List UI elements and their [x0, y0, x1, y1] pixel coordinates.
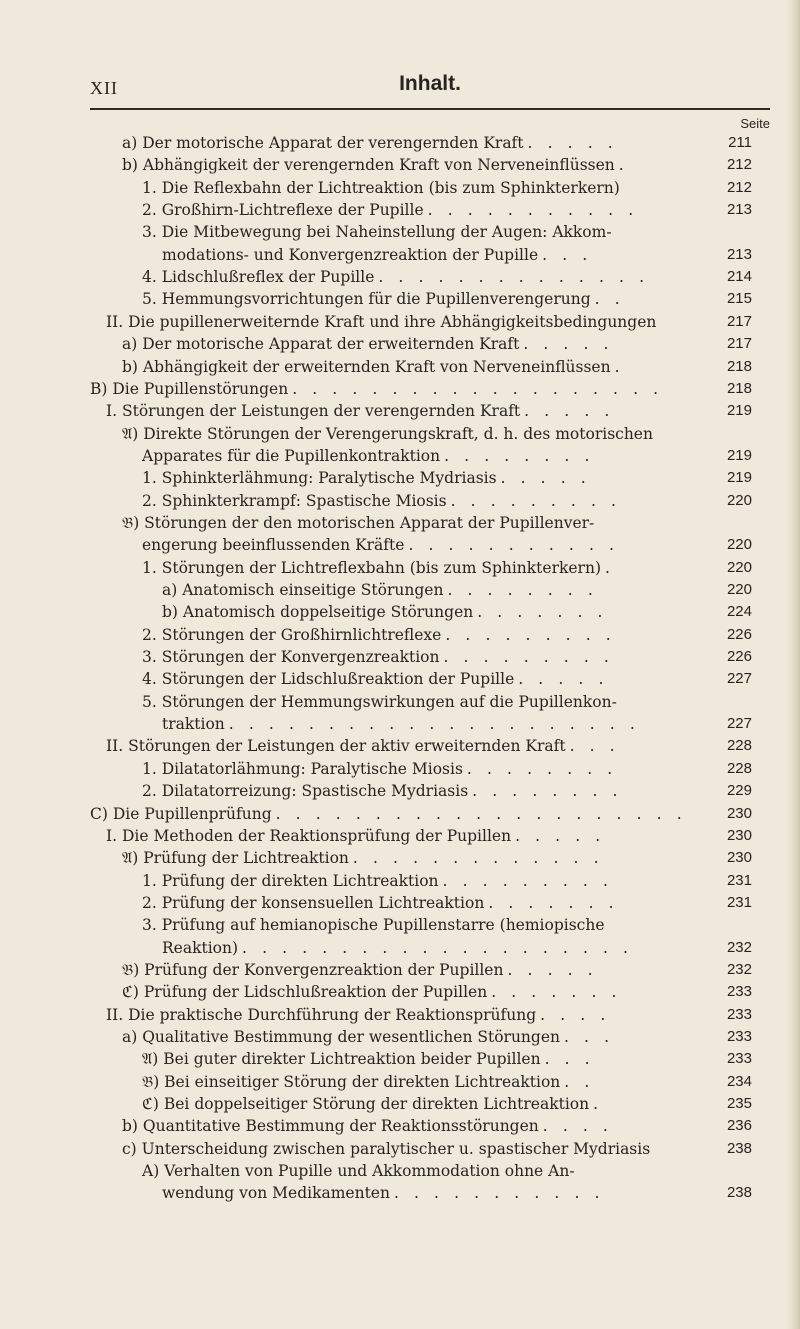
- toc-entry-text: [142, 467, 591, 489]
- toc-entry-text: [142, 691, 621, 713]
- toc-entry-text: [142, 668, 609, 690]
- toc-entry-label: II. Die praktische Durchführung der Reaktionsprüfung: [106, 1005, 537, 1024]
- toc-page-number: 234: [726, 1072, 752, 1090]
- toc-entry-label: c) Unterscheidung zwischen paralytischer u. spastischer Mydriasis: [122, 1139, 651, 1158]
- toc-leader-dots: . . . .: [540, 1005, 611, 1024]
- toc-page-number: 211: [728, 134, 752, 151]
- toc-leader-dots: . . . . . . . . .: [445, 625, 616, 644]
- toc-page-number: 219: [726, 446, 752, 464]
- toc-entry-label: ℭ) Prüfung der Lidschlußreaktion der Pupillen: [122, 983, 488, 1002]
- toc-page-number: 220: [726, 491, 752, 509]
- toc-entry-text: [142, 1071, 594, 1093]
- toc-entry-label: 1. Dilatatorlähmung: Paralytische Miosis: [142, 759, 463, 778]
- toc-entry: [0, 266, 800, 288]
- toc-entry: [0, 557, 800, 579]
- toc-entry-text: [142, 758, 617, 780]
- toc-entry-label: 2. Großhirn-Lichtreflexe der Pupille: [142, 201, 424, 220]
- toc-entry: [0, 1004, 800, 1026]
- toc-entry-text: [142, 780, 623, 802]
- toc-entry: [0, 356, 800, 378]
- toc-entry-label: a) Der motorische Apparat der erweiternden Kraft: [122, 335, 520, 354]
- toc-entry-text: [122, 512, 598, 534]
- toc-page-number: 232: [726, 938, 752, 956]
- toc-entry-text: [142, 557, 615, 579]
- toc-leader-dots: . . . . . . . . . . . . . . . . . . . . .: [228, 715, 640, 734]
- page-column-label: Seite: [740, 116, 770, 131]
- toc-entry: [0, 1048, 800, 1070]
- toc-entry-label: 𝔅) Bei einseitiger Störung der direkten Lichtreaktion: [142, 1072, 561, 1091]
- toc-leader-dots: . . . . . . . . .: [450, 491, 622, 510]
- toc-entry-label: b) Anatomisch doppelseitige Störungen: [162, 603, 474, 622]
- toc-leader-dots: . . . . .: [518, 670, 609, 689]
- toc-entry: [0, 1182, 800, 1204]
- toc-entry: [0, 1071, 800, 1093]
- toc-page-number: 220: [726, 536, 752, 554]
- toc-entry: [0, 825, 800, 847]
- toc-entry-text: [142, 1160, 579, 1182]
- toc-entry: [0, 1026, 800, 1048]
- toc-entry: [0, 244, 800, 266]
- toc-entry-text: [142, 199, 638, 221]
- toc-entry-text: [142, 624, 616, 646]
- toc-page-number: 226: [726, 648, 752, 666]
- toc-entry-text: [142, 534, 619, 556]
- toc-entry-text: [162, 937, 633, 959]
- toc-leader-dots: . . . . . . . . . . . . . . . . . . .: [292, 379, 664, 398]
- toc-entry: [0, 780, 800, 802]
- toc-entry: [0, 423, 800, 445]
- toc-entry-text: [122, 847, 604, 869]
- toc-entry-text: [122, 1026, 614, 1048]
- toc-entry-text: [142, 490, 621, 512]
- toc-leader-dots: . . . . . . . . . . . . . . . . . . . .: [242, 938, 634, 957]
- toc-entry-label: 5. Störungen der Hemmungswirkungen auf die Pupillenkon-: [142, 692, 617, 711]
- toc-entry-label: a) Anatomisch einseitige Störungen: [162, 581, 444, 599]
- toc-entry: [0, 132, 800, 154]
- toc-entry-label: II. Störungen der Leistungen der aktiv erweiternden Kraft: [106, 737, 566, 756]
- toc-leader-dots: . . . . .: [527, 134, 618, 152]
- toc-entry-label: 𝔅) Störungen der den motorischen Apparat der Pupillenver-: [122, 513, 595, 532]
- toc-entry-label: 3. Prüfung auf hemianopische Pupillenstarre (hemiopische: [142, 916, 605, 935]
- toc-leader-dots: . . . . .: [500, 469, 591, 488]
- toc-entry-label: 4. Lidschlußreflex der Pupille: [142, 268, 375, 287]
- toc-entry: [0, 199, 800, 221]
- toc-entry-text: [90, 803, 687, 825]
- page-number: XII: [90, 78, 118, 98]
- toc-leader-dots: . . . . . . . . . . . . . .: [378, 268, 650, 287]
- toc-entry: [0, 1160, 800, 1182]
- toc-entry-label: 1. Störungen der Lichtreflexbahn (bis zum Sphinkterkern): [142, 558, 601, 577]
- toc-entry-label: A) Verhalten von Pupille und Akkommodation ohne An-: [142, 1162, 575, 1181]
- toc-entry-label: a) Qualitative Bestimmung der wesentlichen Störungen: [122, 1028, 560, 1046]
- toc-entry-label: 𝔄) Direkte Störungen der Verengerungskraft, d. h. des motorischen: [122, 424, 653, 443]
- toc-entry-label: II. Die pupillenerweiternde Kraft und ihre Abhängigkeitsbedingungen: [106, 312, 657, 331]
- toc-leader-dots: . . . . .: [515, 826, 606, 845]
- toc-entry-label: engerung beeinflussenden Kräfte: [142, 536, 405, 555]
- toc-entry: [0, 735, 800, 757]
- toc-entry: [0, 601, 800, 623]
- toc-page-number: 213: [726, 245, 752, 263]
- toc-entry-text: [122, 959, 598, 981]
- toc-entry: [0, 691, 800, 713]
- toc-entry-text: [162, 713, 640, 735]
- toc-entry: [0, 713, 800, 735]
- toc-entry-label: 4. Störungen der Lidschlußreaktion der Pupille: [142, 670, 515, 689]
- toc-leader-dots: . . . .: [542, 1117, 613, 1136]
- toc-entry-text: [162, 579, 598, 601]
- toc-entry-label: b) Abhängigkeit der verengernden Kraft von Nerveneinflüssen: [122, 156, 615, 175]
- toc-entry-label: wendung von Medikamenten: [162, 1184, 390, 1203]
- toc-entry-text: [90, 378, 663, 400]
- toc-entry: [0, 981, 800, 1003]
- toc-entry: [0, 512, 800, 534]
- toc-leader-dots: . . . . .: [507, 960, 598, 979]
- toc-entry-label: a) Der motorische Apparat der verengernden Kraft: [122, 134, 524, 152]
- toc-entry-label: 2. Sphinkterkrampf: Spastische Miosis: [142, 491, 447, 510]
- toc-entry-label: 𝔄) Bei guter direkter Lichtreaktion beider Pupillen: [142, 1050, 541, 1069]
- toc-entry: [0, 937, 800, 959]
- toc-page-number: 218: [726, 357, 752, 375]
- toc-entry-label: traktion: [162, 715, 225, 734]
- toc-entry: [0, 467, 800, 489]
- toc-entry: [0, 579, 800, 601]
- toc-entry: [0, 221, 800, 243]
- toc-entry-label: 2. Prüfung der konsensuellen Lichtreaktion: [142, 893, 485, 912]
- toc-entry-text: [106, 311, 660, 333]
- toc-entry-text: [106, 825, 605, 847]
- toc-entry: [0, 870, 800, 892]
- toc-page-number: 217: [726, 335, 752, 353]
- toc-entry: [0, 333, 800, 355]
- toc-entry: [0, 445, 800, 467]
- toc-entry-label: 2. Störungen der Großhirnlichtreflexe: [142, 625, 442, 644]
- toc-entry: [0, 154, 800, 176]
- toc-entry: [0, 758, 800, 780]
- toc-entry-text: [122, 333, 614, 355]
- toc-entry: [0, 624, 800, 646]
- toc-leader-dots: . .: [564, 1072, 595, 1091]
- toc-page-number: 219: [726, 469, 752, 487]
- toc-entry-label: Apparates für die Pupillenkontraktion: [142, 446, 441, 465]
- toc-entry-label: modations- und Konvergenzreaktion der Pupille: [162, 245, 539, 264]
- toc-leader-dots: . . . . . . .: [491, 983, 622, 1002]
- toc-entry: [0, 288, 800, 310]
- toc-leader-dots: . . . . .: [523, 335, 614, 354]
- toc-entry: [0, 1093, 800, 1115]
- toc-page-number: 212: [726, 178, 752, 196]
- toc-entry-label: 1. Sphinkterlähmung: Paralytische Mydriasis: [142, 469, 497, 488]
- toc-leader-dots: .: [614, 357, 625, 376]
- toc-page-number: 218: [726, 379, 752, 397]
- toc-page-number: 227: [726, 670, 752, 688]
- toc-page-number: 238: [726, 1184, 752, 1202]
- running-title: Inhalt.: [399, 72, 461, 95]
- toc-page-number: 220: [726, 558, 752, 576]
- toc-entry: [0, 378, 800, 400]
- toc-page-number: 233: [726, 983, 752, 1001]
- toc-entry: [0, 892, 800, 914]
- toc-entry-text: [162, 601, 608, 623]
- toc-entry: [0, 534, 800, 556]
- toc-page-number: 238: [726, 1139, 752, 1157]
- toc-leader-dots: . . . . .: [524, 402, 615, 421]
- toc-entry: [0, 1115, 800, 1137]
- toc-leader-dots: . . . . . . . .: [447, 581, 598, 599]
- toc-entry-label: 𝔄) Prüfung der Lichtreaktion: [122, 849, 349, 868]
- toc-leader-dots: . . . . . . . . . . .: [408, 536, 620, 555]
- toc-entry-label: 1. Prüfung der direkten Lichtreaktion: [142, 871, 439, 890]
- toc-entry-text: [142, 646, 614, 668]
- toc-leader-dots: . . . . . . . .: [472, 782, 623, 801]
- toc-leader-dots: . . . . . . . . . . .: [393, 1184, 605, 1203]
- toc-page-number: 224: [726, 603, 752, 621]
- toc-entry-label: 𝔅) Prüfung der Konvergenzreaktion der Pupillen: [122, 960, 504, 979]
- toc-leader-dots: . . . . . . . . .: [443, 648, 614, 667]
- toc-page-number: 230: [726, 804, 752, 822]
- toc-page-number: 231: [726, 893, 752, 911]
- toc-page-number: 233: [726, 1028, 752, 1045]
- toc-page-number: 213: [726, 201, 752, 219]
- toc-entry: [0, 311, 800, 333]
- toc-entry-text: [106, 735, 620, 757]
- toc-leader-dots: . . . . . . . . . . . . . . . . . . . . .: [275, 804, 687, 823]
- toc-entry-label: 3. Störungen der Konvergenzreaktion: [142, 648, 440, 667]
- toc-entry-label: Reaktion): [162, 938, 239, 957]
- toc-entry: [0, 668, 800, 690]
- toc-page-number: 230: [726, 849, 752, 867]
- toc-entry-label: b) Quantitative Bestimmung der Reaktionsstörungen: [122, 1117, 539, 1136]
- toc-entry-text: [142, 445, 595, 467]
- toc-entry-label: 1. Die Reflexbahn der Lichtreaktion (bis zum Sphinkterkern): [142, 178, 620, 197]
- toc-entry: [0, 803, 800, 825]
- toc-leader-dots: .: [593, 1095, 604, 1114]
- toc-entry-text: [122, 981, 622, 1003]
- toc-leader-dots: . . . . . . . . . . . . .: [352, 849, 604, 868]
- toc-entry-label: I. Störungen der Leistungen der verengernden Kraft: [106, 402, 521, 421]
- toc-leader-dots: . . .: [569, 737, 620, 756]
- toc-entry-label: C) Die Pupillenprüfung: [90, 804, 272, 823]
- toc-leader-dots: . . .: [564, 1028, 615, 1046]
- toc-entry-label: 3. Die Mitbewegung bei Naheinstellung der Augen: Akkom-: [142, 223, 612, 242]
- toc-leader-dots: .: [618, 156, 629, 175]
- toc-page-number: 215: [726, 290, 752, 308]
- toc-leader-dots: . . . . . . .: [477, 603, 608, 622]
- toc-entry-text: [106, 1004, 610, 1026]
- toc-entry-label: 5. Hemmungsvorrichtungen für die Pupillenverengerung: [142, 290, 591, 309]
- toc-entry-text: [142, 914, 609, 936]
- toc-page-number: 233: [726, 1005, 752, 1023]
- header-rule: [90, 108, 770, 110]
- toc-leader-dots: . . . . . . . . .: [442, 871, 614, 890]
- toc-page-number: 232: [726, 960, 752, 978]
- toc-entry-text: [122, 356, 625, 378]
- toc-page-number: 229: [726, 782, 752, 800]
- toc-entry: [0, 1138, 800, 1160]
- toc-entry: [0, 959, 800, 981]
- toc-entry: [0, 177, 800, 199]
- toc-page-number: 220: [726, 581, 752, 598]
- toc-entry: [0, 490, 800, 512]
- toc-page-number: 226: [726, 625, 752, 643]
- toc-leader-dots: . . .: [542, 245, 593, 264]
- toc-entry-text: [122, 423, 657, 445]
- toc-entry-text: [122, 132, 618, 154]
- toc-page-number: 214: [726, 268, 752, 286]
- toc-entry-text: [122, 154, 629, 176]
- toc-entry-text: [142, 870, 613, 892]
- toc-entry-text: [122, 1138, 654, 1160]
- toc-page-number: 235: [726, 1095, 752, 1113]
- toc-entry-text: [142, 892, 619, 914]
- toc-page-number: 227: [726, 715, 752, 733]
- toc-page-number: 228: [726, 737, 752, 755]
- toc-page-number: 230: [726, 826, 752, 844]
- toc-entry-text: [122, 1115, 613, 1137]
- toc-page-number: 233: [726, 1050, 752, 1068]
- toc-entry-text: [142, 177, 624, 199]
- toc-leader-dots: . . . . . . . .: [466, 759, 618, 778]
- toc-entry-text: [142, 1093, 603, 1115]
- toc-entry: [0, 847, 800, 869]
- toc-page-number: 212: [726, 156, 752, 174]
- toc-entry-label: ℭ) Bei doppelseitiger Störung der direkten Lichtreaktion: [142, 1095, 590, 1114]
- toc-entry-label: I. Die Methoden der Reaktionsprüfung der Pupillen: [106, 826, 512, 845]
- toc-leader-dots: . . . . . . . .: [444, 446, 595, 465]
- toc-page-number: 228: [726, 759, 752, 777]
- page-header: [90, 72, 770, 102]
- toc-entry: [0, 646, 800, 668]
- toc-entry-text: [106, 400, 614, 422]
- toc-entry-label: b) Abhängigkeit der erweiternden Kraft von Nerveneinflüssen: [122, 357, 611, 376]
- toc-leader-dots: .: [605, 558, 616, 577]
- toc-entry-text: [142, 266, 649, 288]
- toc-page-number: 231: [726, 871, 752, 889]
- toc-leader-dots: . .: [594, 290, 625, 309]
- toc-page-number: 219: [726, 402, 752, 420]
- toc-leader-dots: . . . . . . .: [488, 893, 619, 912]
- toc-entry-text: [142, 288, 625, 310]
- toc-entry: [0, 914, 800, 936]
- toc-entry: [0, 400, 800, 422]
- toc-entry-text: [142, 1048, 595, 1070]
- toc-page-number: 236: [726, 1117, 752, 1135]
- toc-entry-text: [142, 221, 616, 243]
- toc-entry-label: 2. Dilatatorreizung: Spastische Mydriasis: [142, 782, 469, 801]
- toc-entry-text: [162, 244, 592, 266]
- toc-page-number: 217: [726, 312, 752, 330]
- toc-leader-dots: . . .: [544, 1050, 595, 1069]
- toc-entry-label: B) Die Pupillenstörungen: [90, 379, 289, 398]
- toc-leader-dots: . . . . . . . . . . .: [427, 201, 639, 220]
- toc-entry-text: [162, 1182, 605, 1204]
